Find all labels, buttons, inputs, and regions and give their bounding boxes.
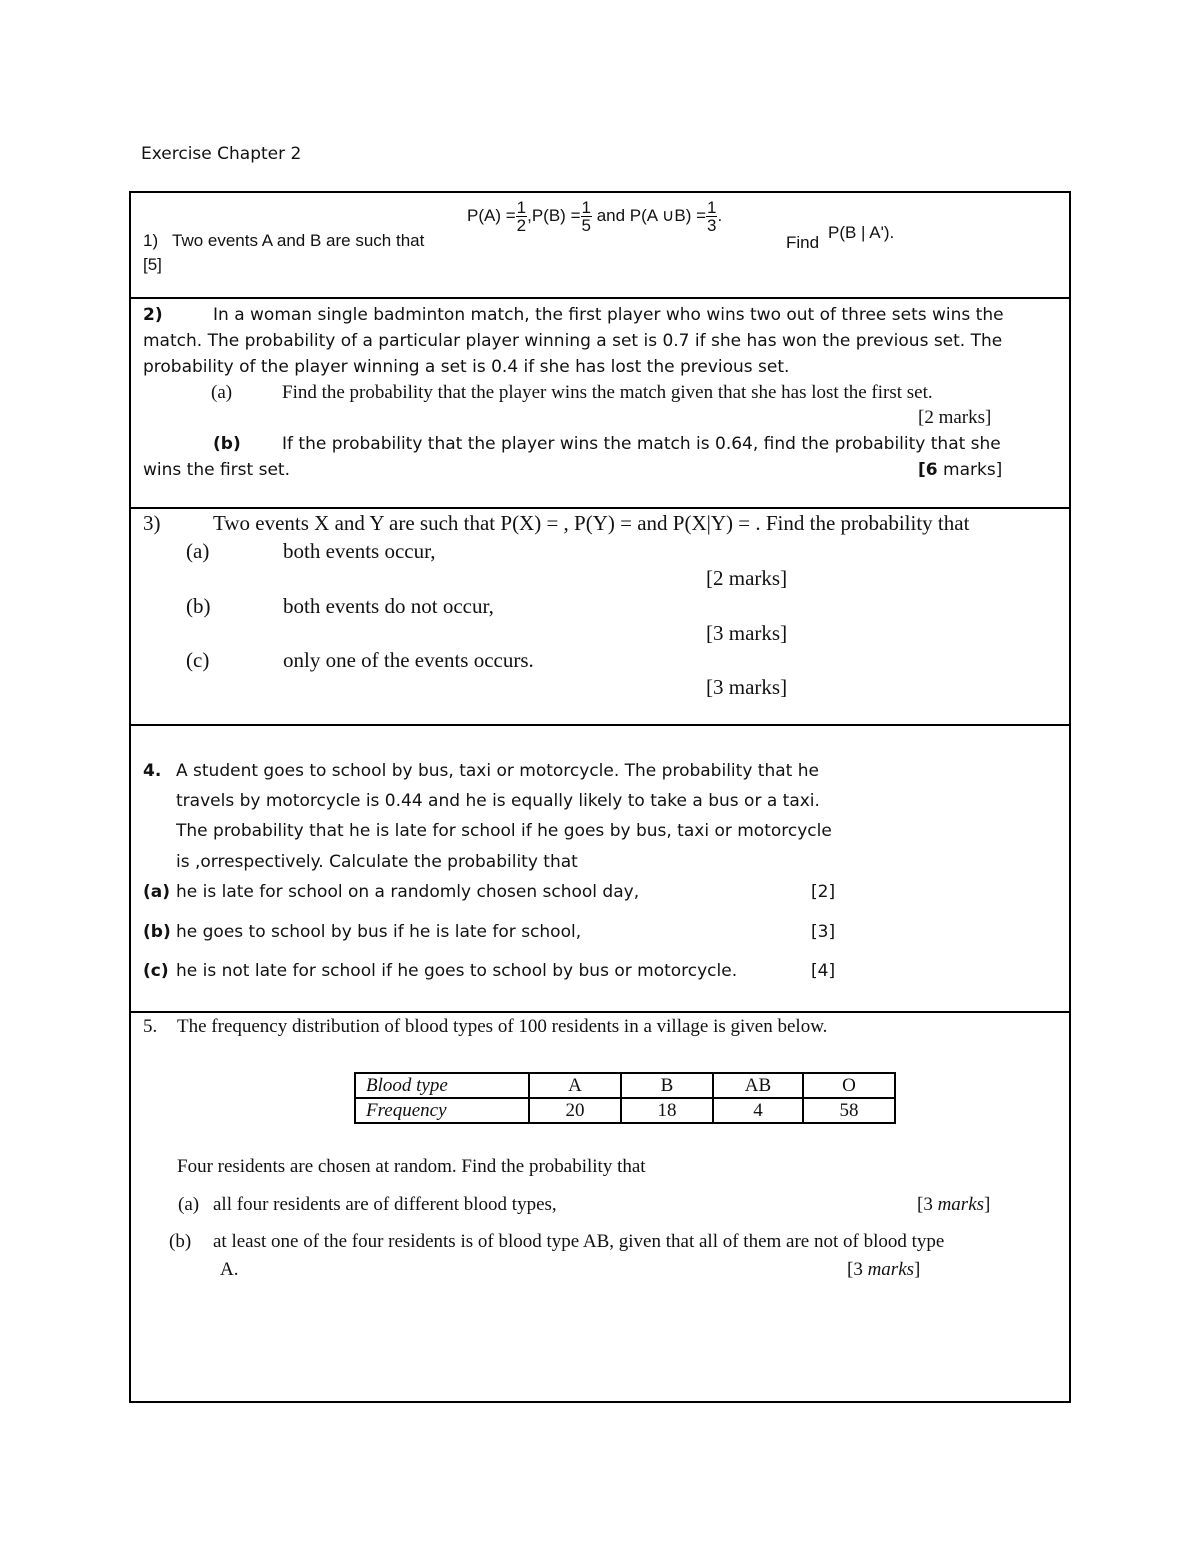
- question-5: [131, 1013, 1069, 1401]
- q3-a-marks: [2 marks]: [706, 566, 788, 590]
- table-cell-frequency: 4: [713, 1098, 803, 1123]
- q3-c-text: only one of the events occurs.: [283, 648, 534, 672]
- q3-b-marks: [3 marks]: [706, 621, 788, 645]
- q1-pa: P(A) =: [467, 205, 516, 225]
- q1-intro: Two events A and B are such that: [172, 231, 425, 250]
- q4-c-label: (c): [143, 961, 169, 981]
- table-cell-type: A: [529, 1073, 621, 1098]
- q1-pb: ,P(B) =: [527, 205, 581, 225]
- q4-b-text: he goes to school by bus if he is late for school,: [176, 922, 582, 942]
- table-header-blood-type: Blood type: [355, 1073, 529, 1098]
- q5-lead: Four residents are chosen at random. Find the probability that: [177, 1156, 646, 1177]
- q5-intro: The frequency distribution of blood types of 100 residents in a village is given below.: [177, 1016, 828, 1037]
- q2-number: 2): [143, 305, 163, 325]
- question-4: [131, 726, 1069, 1013]
- q4-c-marks: [4]: [811, 961, 836, 981]
- table-cell-frequency: 18: [621, 1098, 713, 1123]
- q1-pb-fraction: $\frac{1}{5}$: [581, 198, 591, 235]
- exercise-frame: [129, 191, 1071, 1403]
- q5-b-text: at least one of the four residents is of blood type AB, given that all of them are not of blood type: [213, 1231, 945, 1252]
- q2-line2: match. The probability of a particular player winning a set is 0.7 if she has won the previous set. The: [143, 331, 1003, 351]
- q1-find: Find: [786, 233, 820, 252]
- q3-text: Two events X and Y are such that P(X) = , P(Y) = and P(X|Y) = . Find the probability that: [213, 511, 970, 535]
- q4-line2: travels by motorcycle is 0.44 and he is equally likely to take a bus or a taxi.: [176, 791, 820, 811]
- q5-number: 5.: [143, 1016, 158, 1037]
- table-cell-frequency: 58: [803, 1098, 895, 1123]
- table-cell-type: O: [803, 1073, 895, 1098]
- q3-b-text: both events do not occur,: [283, 594, 494, 618]
- q2-line1: In a woman single badminton match, the first player who wins two out of three sets wins the: [213, 305, 1004, 325]
- q3-b-label: (b): [186, 594, 211, 618]
- q5-b-marks: [3 marks]: [847, 1259, 921, 1280]
- table-cell-type: AB: [713, 1073, 803, 1098]
- q4-a-label: (a): [143, 882, 171, 902]
- q2-a-text: Find the probability that the player wins the match given that she has lost the first set.: [282, 382, 933, 403]
- q2-b-text2: wins the first set.: [143, 460, 290, 480]
- q4-number: 4.: [143, 761, 162, 781]
- q2-b-label: (b): [213, 434, 241, 454]
- q3-c-marks: [3 marks]: [706, 675, 788, 699]
- q3-a-text: both events occur,: [283, 539, 436, 563]
- q4-c-text: he is not late for school if he goes to school by bus or motorcycle.: [176, 961, 738, 981]
- q4-b-label: (b): [143, 922, 171, 942]
- q4-a-marks: [2]: [811, 882, 836, 902]
- q1-number: 1): [143, 231, 159, 250]
- table-header-frequency: Frequency: [355, 1098, 529, 1123]
- q2-a-label: (a): [211, 382, 233, 403]
- q4-b-marks: [3]: [811, 922, 836, 942]
- q5-a-marks: [3 marks]: [917, 1194, 991, 1215]
- q3-number: 3): [143, 511, 161, 535]
- q1-marks: [5]: [143, 255, 162, 274]
- q2-line3: probability of the player winning a set is 0.4 if she has lost the previous set.: [143, 357, 790, 377]
- question-1: [131, 193, 1069, 299]
- q1-target: P(B | A').: [828, 223, 895, 242]
- table-row: [355, 1073, 895, 1098]
- blood-type-table: [354, 1072, 896, 1124]
- q4-line3: The probability that he is late for school if he goes by bus, taxi or motorcycle: [176, 821, 832, 841]
- q5-a-text: all four residents are of different blood types,: [213, 1194, 557, 1215]
- q3-a-label: (a): [186, 539, 210, 563]
- q1-pu-fraction: $\frac{1}{3}$: [707, 198, 717, 235]
- q1-pa-fraction: $\frac{1}{2}$: [516, 198, 527, 235]
- q4-a-text: he is late for school on a randomly chosen school day,: [176, 882, 640, 902]
- q2-b-text: If the probability that the player wins the match is 0.64, find the probability that she: [282, 434, 1001, 454]
- q4-line4: is ,orrespectively. Calculate the probability that: [176, 852, 578, 872]
- table-row: [355, 1098, 895, 1123]
- q3-c-label: (c): [186, 648, 210, 672]
- q5-b-label: (b): [169, 1231, 192, 1252]
- page-title: Exercise Chapter 2: [141, 144, 302, 164]
- q5-a-label: (a): [178, 1194, 200, 1215]
- q1-pu: and P(A ∪B) =: [596, 205, 707, 225]
- q1-formula: P(A) = $\frac{1}{2}$ ,P(B) = $\frac{1}{5}$ and P(A ∪B) = $\frac{1}{3}$ .: [467, 198, 723, 235]
- q5-b-text2: A.: [220, 1259, 239, 1280]
- question-3: [131, 509, 1069, 726]
- q2-a-marks: [2 marks]: [918, 407, 992, 428]
- table-cell-type: B: [621, 1073, 713, 1098]
- question-2: [131, 299, 1069, 509]
- table-cell-frequency: 20: [529, 1098, 621, 1123]
- q2-b-marks: [6 marks]: [918, 460, 1003, 480]
- q4-line1: A student goes to school by bus, taxi or motorcycle. The probability that he: [176, 761, 819, 781]
